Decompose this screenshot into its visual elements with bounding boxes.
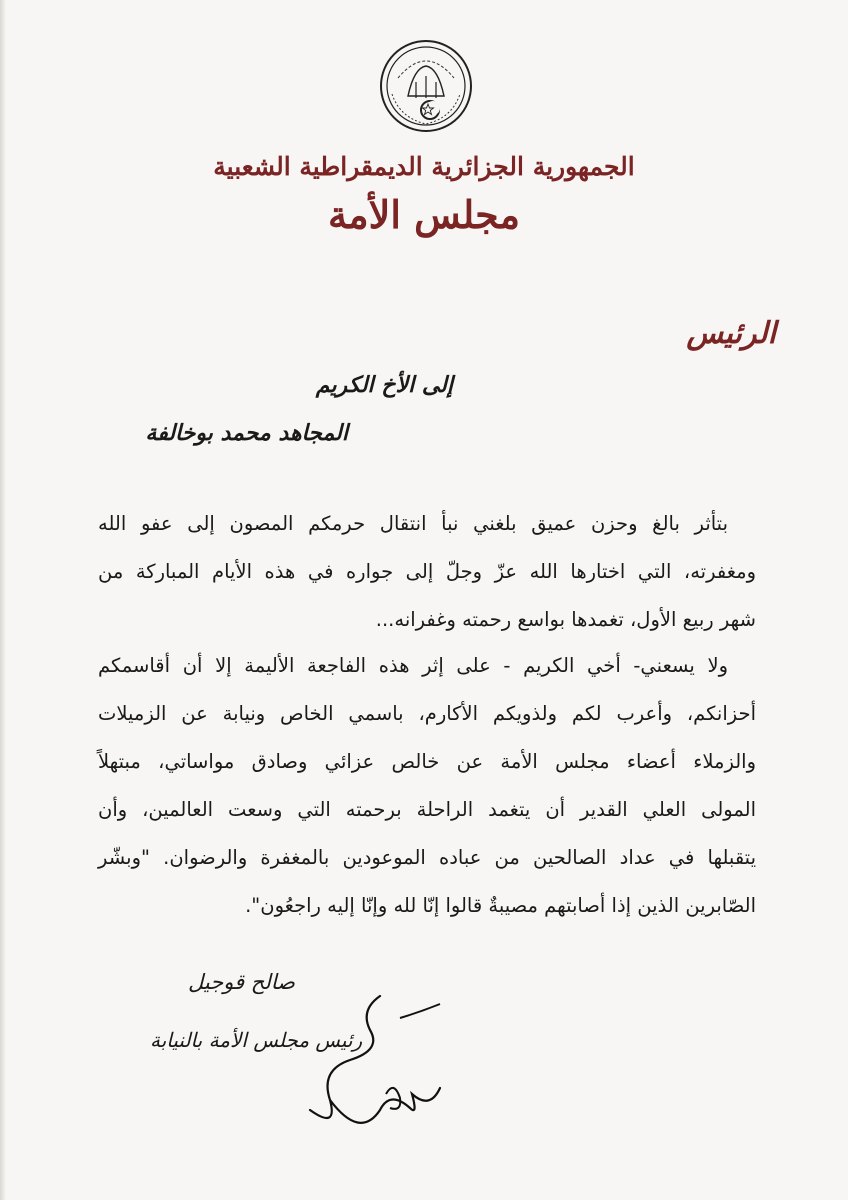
signatory-name: صالح قوجيل: [188, 970, 295, 994]
body-line: يتقبلها في عداد الصالحين من عباده الموعودين بالمغفرة والرضوان. "وبشّر: [98, 846, 756, 869]
body-paragraph-1: [98, 500, 756, 644]
handwritten-signature-icon: [290, 990, 460, 1140]
signatory-title: رئيس مجلس الأمة بالنيابة: [150, 1028, 363, 1052]
republic-title: الجمهورية الجزائرية الديمقراطية الشعبية: [213, 152, 635, 181]
salutation-line: إلى الأخ الكريم: [315, 372, 453, 398]
addressee-name: المجاهد محمد بوخالفة: [145, 420, 348, 446]
body-line: ولا يسعني- أخي الكريم - على إثر هذه الفاجعة الأليمة إلا أن أقاسمكم: [98, 654, 728, 677]
body-paragraph-2: [98, 642, 756, 930]
body-line: والزملاء أعضاء مجلس الأمة عن خالص عزائي وصادق مواساتي، مبتهلاً: [98, 750, 756, 773]
body-line: ومغفرته، التي اختارها الله عزّ وجلّ إلى جواره في هذه الأيام المباركة من: [98, 560, 756, 583]
body-line: شهر ربيع الأول، تغمدها بواسع رحمته وغفرانه...: [375, 608, 756, 631]
body-line: الصّابرين الذين إذا أصابتهم مصيبةٌ قالوا إنّا لله وإنّا إليه راجعُون".: [245, 894, 756, 917]
office-label: الرئيس: [686, 316, 776, 351]
body-line: بتأثر بالغ وحزن عميق بلغني نبأ انتقال حرمكم المصون إلى عفو الله: [98, 512, 728, 535]
body-line: أحزانكم، وأعرب لكم ولذويكم الأكارم، باسمي الخاص ونيابة عن الزميلات: [98, 702, 756, 725]
body-line: المولى العلي القدير أن يتغمد الراحلة برحمته التي وسعت العالمين، وأن: [98, 798, 756, 821]
council-title: مجلس الأمة: [327, 192, 521, 237]
state-seal-icon: [378, 38, 474, 134]
